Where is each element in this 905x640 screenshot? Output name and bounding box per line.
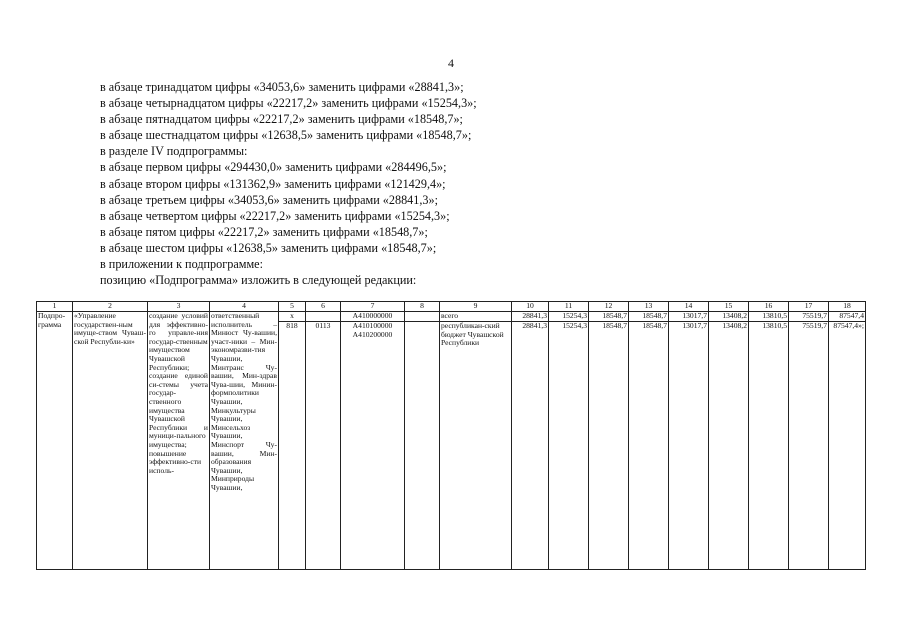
table-header-row: [37, 302, 866, 312]
funding-source-cell: республикан-ский бюджет Чувашской Республики: [440, 322, 512, 570]
column-number: 5: [279, 302, 306, 312]
target-article-cell: А410000000: [341, 312, 405, 322]
column-number: 18: [829, 302, 866, 312]
paragraph-line: в абзаце третьем цифры «34053,6» заменить цифрами «28841,3»;: [100, 192, 438, 207]
column-number: 13: [629, 302, 669, 312]
funding-source-cell: всего: [440, 312, 512, 322]
paragraph-line: позицию «Подпрограмма» изложить в следующей редакции:: [100, 273, 417, 288]
paragraph-line: в разделе IV подпрограммы:: [100, 144, 248, 159]
year-value-cell: 87547,4»;: [829, 322, 866, 570]
column-number: 12: [589, 302, 629, 312]
paragraph-line: в абзаце пятнадцатом цифры «22217,2» заменить цифрами «18548,7»;: [100, 112, 463, 127]
program-goal-cell: создание условий для эффективно-го управле-ния государ-ственным имуществом Чувашской Республики; создание единой си-стемы учета государ-ственного имущества Чувашской Республики и муници-пального имущества; повышение эффективно-сти исполь-: [148, 312, 210, 570]
grbs-code-cell: 818: [279, 322, 306, 570]
paragraph-line: в абзаце четырнадцатом цифры «22217,2» заменить цифрами «15254,3»;: [100, 96, 477, 111]
column-number: 11: [549, 302, 589, 312]
year-value-cell: 87547,4: [829, 312, 866, 322]
expense-type-cell: [405, 312, 440, 322]
year-value-cell: 13810,5: [749, 312, 789, 322]
program-status-cell: Подпро-грамма: [37, 312, 73, 570]
column-number: 3: [148, 302, 210, 312]
column-number: 8: [405, 302, 440, 312]
paragraph-line: в абзаце первом цифры «294430,0» заменить цифрами «284496,5»;: [100, 160, 447, 175]
year-value-cell: 18548,7: [589, 322, 629, 570]
year-value-cell: 28841,3: [512, 312, 549, 322]
program-name-cell: «Управление государствен-ным имуще-ством Чуваш-ской Республи-ки»: [73, 312, 148, 570]
year-value-cell: 18548,7: [589, 312, 629, 322]
column-number: 6: [306, 302, 341, 312]
column-number: 4: [210, 302, 279, 312]
column-number: 17: [789, 302, 829, 312]
column-number: 9: [440, 302, 512, 312]
year-value-cell: 18548,7: [629, 322, 669, 570]
year-value-cell: 18548,7: [629, 312, 669, 322]
page-number: 4: [448, 56, 454, 70]
paragraph-line: в абзаце пятом цифры «22217,2» заменить цифрами «18548,7»;: [100, 224, 428, 239]
year-value-cell: 75519,7: [789, 322, 829, 570]
year-value-cell: 15254,3: [549, 312, 589, 322]
paragraph-line: в абзаце втором цифры «131362,9» заменить цифрами «121429,4»;: [100, 176, 446, 191]
column-number: 1: [37, 302, 73, 312]
year-value-cell: 13810,5: [749, 322, 789, 570]
target-article-cell: А410100000 А410200000: [341, 322, 405, 570]
paragraph-line: в абзаце шестнадцатом цифры «12638,5» заменить цифрами «18548,7»;: [100, 128, 472, 143]
year-value-cell: 13408,2: [709, 322, 749, 570]
column-number: 16: [749, 302, 789, 312]
paragraph-line: в абзаце тринадцатом цифры «34053,6» заменить цифрами «28841,3»;: [100, 80, 464, 94]
column-number: 7: [341, 302, 405, 312]
year-value-cell: 15254,3: [549, 322, 589, 570]
grbs-code-cell: x: [279, 312, 306, 322]
expense-type-cell: [405, 322, 440, 570]
column-number: 15: [709, 302, 749, 312]
year-value-cell: 28841,3: [512, 322, 549, 570]
section-code-cell: [306, 312, 341, 322]
paragraph-line: в приложении к подпрограмме:: [100, 257, 263, 272]
section-code-cell: 0113: [306, 322, 341, 570]
year-value-cell: 13408,2: [709, 312, 749, 322]
year-value-cell: 13017,7: [669, 312, 709, 322]
year-value-cell: 75519,7: [789, 312, 829, 322]
amendment-text: [100, 79, 477, 288]
column-number: 2: [73, 302, 148, 312]
paragraph-line: в абзаце четвертом цифры «22217,2» заменить цифрами «15254,3»;: [100, 208, 450, 223]
table-row: [37, 312, 866, 322]
program-executor-cell: ответственный исполнитель – Минюст Чу-вашии, участ-ники – Мин-экономразви-тия Чувашии, Минтранс Чу-вашии, Мин-здрав Чува-шии, Минин-формполитики Чувашии, Минкультуры Чувашии, Минсельхоз Чувашии, Минспорт Чу-вашии, Мин-образования Чувашии, Минприроды Чувашии,: [210, 312, 279, 570]
column-number: 14: [669, 302, 709, 312]
column-number: 10: [512, 302, 549, 312]
year-value-cell: 13017,7: [669, 322, 709, 570]
subprogram-table: [36, 301, 866, 570]
paragraph-line: в абзаце шестом цифры «12638,5» заменить цифрами «18548,7»;: [100, 240, 437, 255]
